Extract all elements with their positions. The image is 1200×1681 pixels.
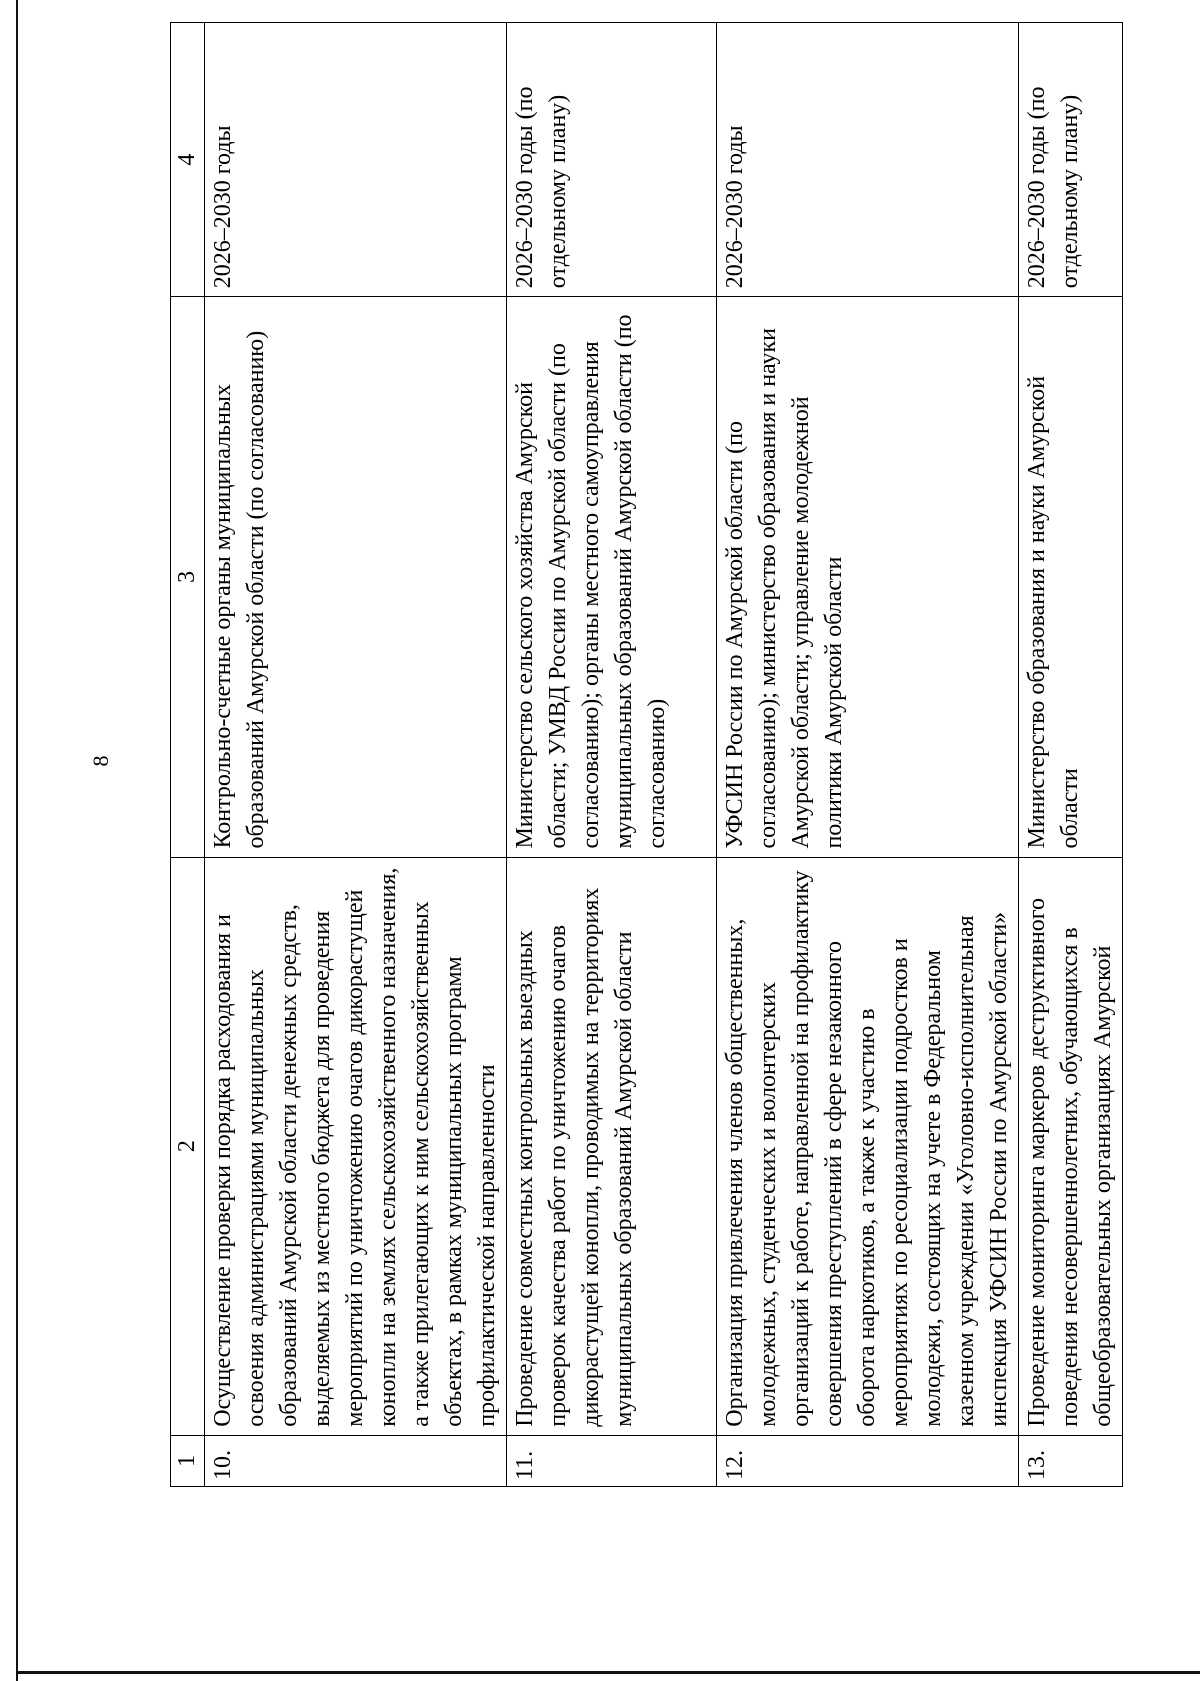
row-number: 11.	[507, 1435, 717, 1486]
header-cell-2: 2	[171, 857, 205, 1435]
term-cell: 2026–2030 годы (по отдельному плану)	[1019, 23, 1123, 297]
rotated-page-content	[170, 22, 1170, 1487]
row-number: 13.	[1019, 1435, 1123, 1486]
term-cell: 2026–2030 годы (по отдельному плану)	[507, 23, 717, 297]
header-cell-4: 4	[171, 23, 205, 297]
scan-border-left	[16, 0, 18, 1681]
table-header-row	[171, 23, 205, 1487]
responsible-cell: Министерство образования и науки Амурской области	[1019, 297, 1123, 857]
page-number: 8	[88, 755, 113, 767]
term-cell: 2026–2030 годы	[717, 23, 1019, 297]
table-row	[717, 23, 1019, 1487]
event-cell: Организация привлечения членов общественных, молодежных, студенческих и волонтерских организаций к работе, направленной на профилактику совершения преступлений в сфере незаконного оборота наркотиков, а также к участию в мероприятиях по ресоциализации подростков и молодежи, состоящих на учете в Федеральном казенном учреждении «Уголовно-исполнительная инспекция УФСИН России по Амурской области»	[717, 857, 1019, 1435]
responsible-cell: Министерство сельского хозяйства Амурской области; УМВД России по Амурской области (по согласованию); органы местного самоуправления муниципальных образований Амурской области (по согласованию)	[507, 297, 717, 857]
term-cell: 2026–2030 годы	[205, 23, 507, 297]
scan-border-bottom	[16, 1671, 1200, 1674]
responsible-cell: Контрольно-счетные органы муниципальных образований Амурской области (по согласованию)	[205, 297, 507, 857]
row-number: 12.	[717, 1435, 1019, 1486]
event-cell: Проведение совместных контрольных выездных проверок качества работ по уничтожению очагов дикорастущей конопли, проводимых на территориях муниципальных образований Амурской области	[507, 857, 717, 1435]
plan-table	[170, 22, 1123, 1487]
table-row	[1019, 23, 1123, 1487]
responsible-cell: УФСИН России по Амурской области (по согласованию); министерство образования и науки Амурской области; управление молодежной политики Амурской области	[717, 297, 1019, 857]
header-cell-1: 1	[171, 1435, 205, 1486]
event-cell: Проведение мониторинга маркеров деструктивного поведения несовершеннолетних, обучающихся в общеобразовательных организациях Амурской	[1019, 857, 1123, 1435]
table-row	[205, 23, 507, 1487]
header-cell-3: 3	[171, 297, 205, 857]
event-cell: Осуществление проверки порядка расходования и освоения администрациями муниципальных образований Амурской области денежных средств, выделяемых из местного бюджета для проведения мероприятий по уничтожению очагов дикорастущей конопли на землях сельскохозяйственного назначения, а также прилегающих к ним сельскохозяйственных объектах, в рамках муниципальных программ профилактической направленности	[205, 857, 507, 1435]
table-row	[507, 23, 717, 1487]
row-number: 10.	[205, 1435, 507, 1486]
